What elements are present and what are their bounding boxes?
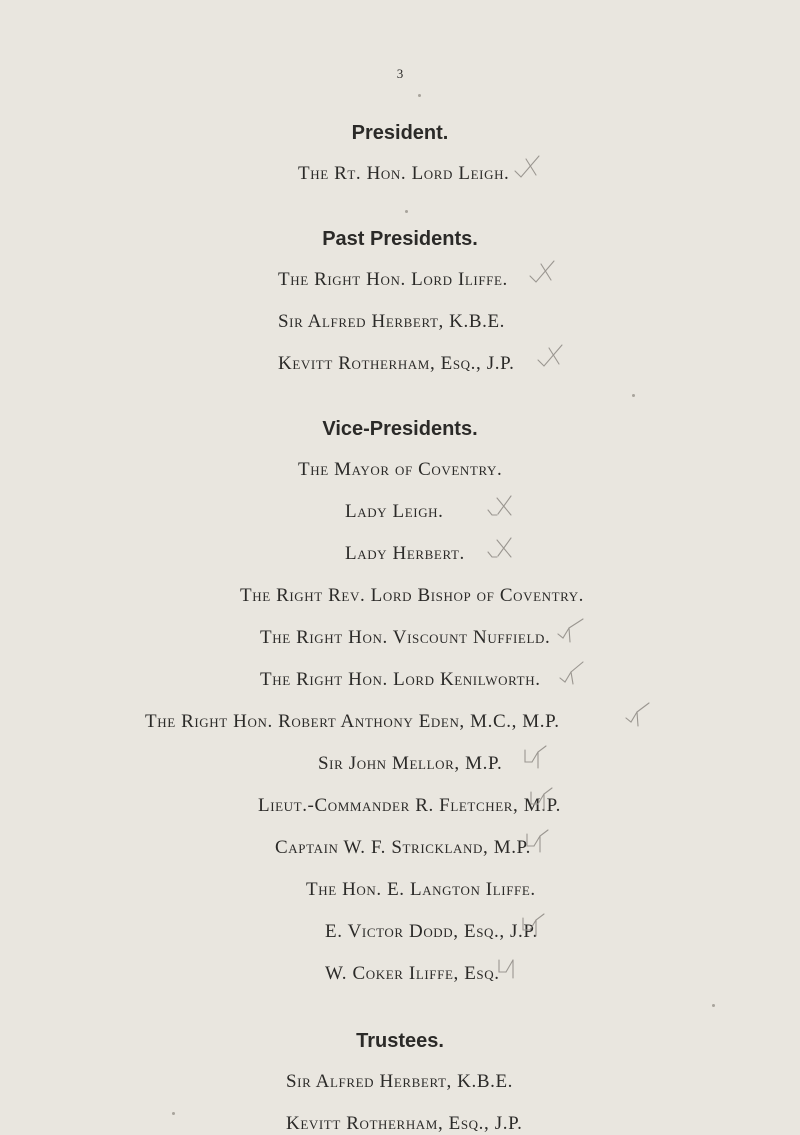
tick-mark-icon	[496, 952, 526, 980]
vice-president-name: W. Coker Iliffe, Esq.	[325, 963, 500, 984]
vice-president-name: The Right Rev. Lord Bishop of Coventry.	[240, 585, 585, 606]
vice-president-name: Lady Leigh.	[345, 501, 444, 522]
president-heading: President.	[351, 122, 449, 144]
vice-president-name: The Right Hon. Viscount Nuffield.	[260, 627, 551, 648]
trustee-name: Kevitt Rotherham, Esq., J.P.	[286, 1113, 523, 1134]
tick-mark-icon	[623, 700, 653, 728]
paper-speck	[418, 94, 421, 97]
tick-mark-icon	[527, 258, 557, 286]
tick-mark-icon	[485, 490, 515, 518]
past-president-name: The Right Hon. Lord Iliffe.	[278, 269, 508, 290]
vice-president-name: The Right Hon. Robert Anthony Eden, M.C., M.P.	[145, 711, 560, 732]
paper-speck	[632, 394, 635, 397]
vice-president-name: E. Victor Dodd, Esq., J.P.	[325, 921, 538, 942]
vice-president-name: Lady Herbert.	[345, 543, 465, 564]
vice-presidents-heading: Vice-Presidents.	[322, 418, 478, 440]
vice-president-name: Sir John Mellor, M.P.	[318, 753, 503, 774]
tick-mark-icon	[520, 910, 550, 938]
president-name: The Rt. Hon. Lord Leigh.	[298, 163, 510, 184]
tick-mark-icon	[557, 658, 587, 686]
tick-mark-icon	[535, 342, 565, 370]
paper-speck	[405, 210, 408, 213]
vice-president-name: The Hon. E. Langton Iliffe.	[306, 879, 536, 900]
vice-president-name: Lieut.-Commander R. Fletcher, M.P.	[258, 795, 561, 816]
past-president-name: Sir Alfred Herbert, K.B.E.	[278, 311, 506, 332]
paper-speck	[712, 1004, 715, 1007]
paper-speck	[172, 1112, 175, 1115]
tick-mark-icon	[485, 532, 515, 560]
tick-mark-icon	[512, 153, 542, 181]
page-number: 3	[396, 66, 404, 81]
past-president-name: Kevitt Rotherham, Esq., J.P.	[278, 353, 515, 374]
vice-president-name: The Right Hon. Lord Kenilworth.	[260, 669, 541, 690]
past-presidents-heading: Past Presidents.	[322, 228, 478, 250]
tick-mark-icon	[524, 826, 554, 854]
trustee-name: Sir Alfred Herbert, K.B.E.	[286, 1071, 514, 1092]
vice-president-name: Captain W. F. Strickland, M.P.	[275, 837, 531, 858]
tick-mark-icon	[555, 616, 585, 644]
trustees-heading: Trustees.	[356, 1030, 444, 1052]
vice-president-name: The Mayor of Coventry.	[298, 459, 503, 480]
tick-mark-icon	[522, 742, 552, 770]
tick-mark-icon	[528, 784, 558, 812]
